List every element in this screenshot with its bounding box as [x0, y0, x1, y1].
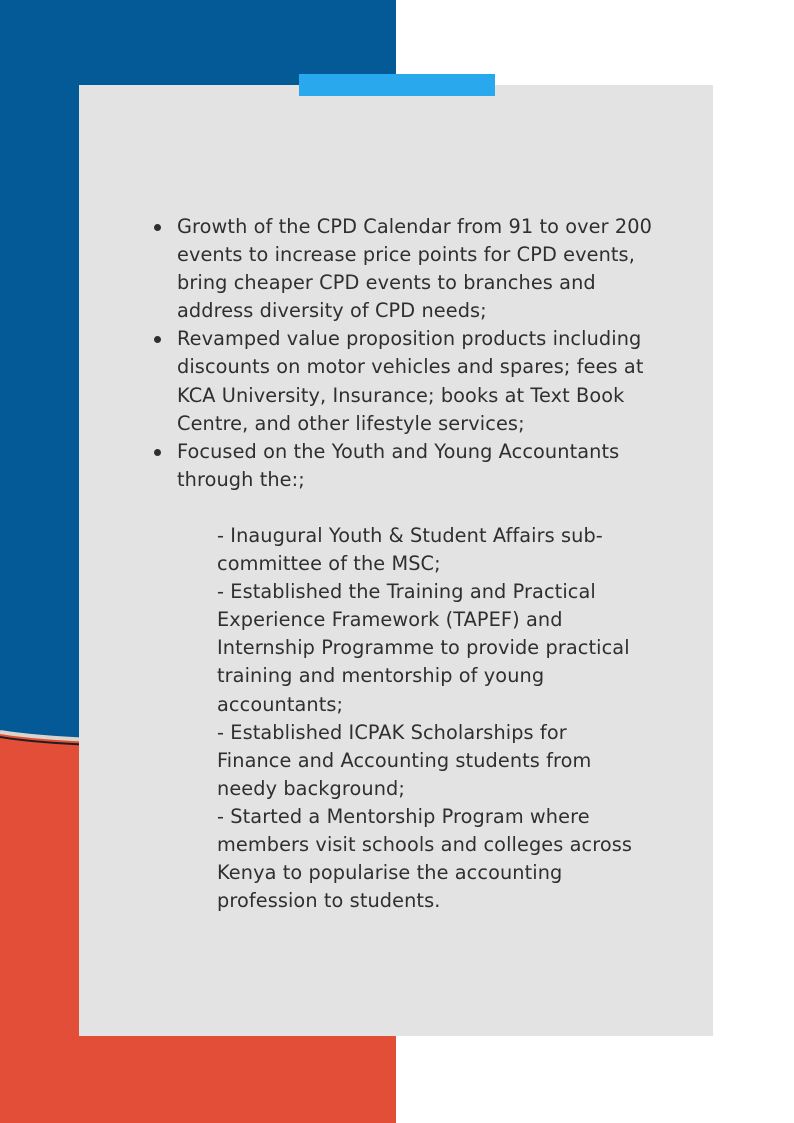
bullet-text: Growth of the CPD Calendar from 91 to over 200 events to increase price points for CPD events, bring cheaper CPD events to branches and address diversity of CPD needs; [177, 215, 652, 323]
sub-item-mentorship: - Started a Mentorship Program where members visit schools and colleges across Kenya to popularise the accounting profession to students. [217, 804, 633, 913]
bullet-text: Focused on the Youth and Young Accountants through the:; [177, 439, 620, 491]
sub-item-youth-committee: - Inaugural Youth & Student Affairs sub-committee of the MSC; [217, 523, 603, 576]
top-accent-bar [299, 74, 495, 96]
youth-initiatives-list [217, 522, 637, 915]
bullet-item-cpd-calendar [177, 213, 657, 325]
bullet-item-value-proposition [177, 325, 657, 437]
sub-item-scholarships: - Established ICPAK Scholarships for Finance and Accounting students from needy background; [217, 720, 592, 800]
achievement-list [177, 213, 657, 915]
sub-item-tapef: - Established the Training and Practical Experience Framework (TAPEF) and Internship Programme to provide practical training and mentorship of young accountants; [217, 580, 630, 716]
bullet-text: Revamped value proposition products including discounts on motor vehicles and spares; fees at KCA University, Insurance; books at Text Book Centre, and other lifestyle services; [177, 327, 644, 435]
card-content [177, 213, 657, 915]
bullet-icon [154, 224, 161, 231]
bullet-item-youth-focus [177, 438, 657, 916]
bullet-icon [154, 449, 161, 456]
